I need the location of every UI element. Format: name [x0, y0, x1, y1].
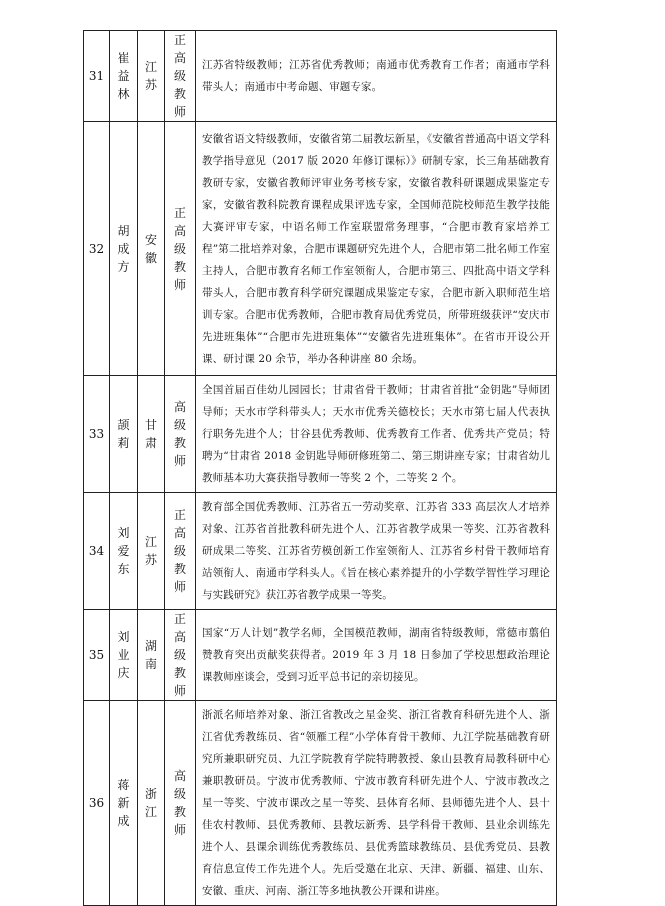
table-row	[84, 376, 557, 493]
table-row	[84, 31, 557, 122]
row-number: 35	[84, 610, 110, 701]
teacher-province: 湖南	[138, 610, 165, 701]
teacher-province: 安徽	[138, 122, 165, 376]
table-row	[84, 701, 557, 906]
table-row	[84, 122, 557, 376]
teacher-title: 正高级教师	[165, 122, 196, 376]
teacher-province: 浙江	[138, 701, 165, 906]
teacher-description: 江苏省特级教师；江苏省优秀教师；南通市优秀教育工作者；南通市学科带头人；南通市中考命题、审题专家。	[196, 31, 557, 122]
teacher-description: 全国首届百佳幼儿园园长；甘肃省骨干教师；甘肃省首批“金钥匙”导师团导师；天水市学科带头人；天水市优秀关德校长；天水市第七届人代表执行职务先进个人；甘谷县优秀教师、优秀教育工作者、优秀共产党员；特聘为“甘肃省 2018 金钥匙导师研修班第二、第三期讲座专家；甘肃省幼儿教师基本功大赛获指导教师一等奖 2 个，二等奖 2 个。	[196, 376, 557, 493]
teacher-title: 高级教师	[165, 376, 196, 493]
teacher-description: 安徽省语文特级教师，安徽省第二届教坛新星，《安徽省普通高中语文学科教学指导意见（2017 版 2020 年修订课标）》研制专家，长三角基础教育教研专家，安徽省教师评审业务考核专家，安徽省教科研课题成果鉴定专家，安徽省教科院教育课程成果评选专家，全国师范院校师范生教学技能大赛评审专家，中语名师工作室联盟常务理事，“合肥市教育家培养工程”第二批培养对象，合肥市课题研究先进个人，合肥市第二批名师工作室主持人，合肥市教育名师工作室领衔人，合肥市第三、四批高中语文学科带头人，合肥市教育科学研究课题成果鉴定专家，合肥市新入职师范生培训专家。合肥市优秀教师，合肥市教育局优秀党员，所带班级获评“安庆市先进班集体”“合肥市先进班集体”“安徽省先进班集体”。在省市开设公开课、研讨课 20 余节，举办各种讲座 80 余场。	[196, 122, 557, 376]
teacher-province: 甘肃	[138, 376, 165, 493]
teacher-description: 浙派名师培养对象、浙江省教改之星金奖、浙江省教育科研先进个人、浙江省优秀教练员、省“领雁工程”小学体育骨干教师、九江学院基础教育研究所兼职研究员、九江学院教育学院特聘教授、象山县教育局教科研中心兼职教研员。宁波市优秀教师、宁波市教育科研先进个人、宁波市教改之星一等奖、宁波市课改之星一等奖、县体育名师、县师德先进个人、县十佳农村教师、县优秀教师、县教坛新秀、县学科骨干教师、县业余训练先进个人、县课余训练优秀教练员、县优秀篮球教练员、县优秀党员、县教育信息宣传工作先进个人。先后受邀在北京、天津、新疆、福建、山东、安徽、重庆、河南、浙江等多地执教公开课和讲座。	[196, 701, 557, 906]
teacher-name: 颉莉	[110, 376, 138, 493]
table-row	[84, 493, 557, 610]
teacher-province: 江苏	[138, 493, 165, 610]
row-number: 31	[84, 31, 110, 122]
teacher-description: 教育部全国优秀教师、江苏省五一劳动奖章、江苏省 333 高层次人才培养对象、江苏省首批教科研先进个人、江苏省教学成果一等奖、江苏省教科研成果二等奖、江苏省劳模创新工作室领衔人、江苏省乡村骨干教师培育站领衔人、南通市学科头人。《旨在核心素养提升的小学数学智性学习理论与实践研究》获江苏省教学成果一等奖。	[196, 493, 557, 610]
teacher-description: 国家“万人计划”教学名师，全国模范教师，湖南省特级教师，常德市翦伯赞教育突出贡献奖获得者。2019 年 3 月 18 日参加了学校思想政治理论课教师座谈会，受到习近平总书记的亲切接见。	[196, 610, 557, 701]
teacher-name: 刘业庆	[110, 610, 138, 701]
profile-table	[83, 30, 557, 906]
teacher-name: 蒋新成	[110, 701, 138, 906]
table-row	[84, 610, 557, 701]
teacher-title: 高级教师	[165, 701, 196, 906]
row-number: 36	[84, 701, 110, 906]
teacher-title: 正高级教师	[165, 610, 196, 701]
row-number: 32	[84, 122, 110, 376]
teacher-title: 正高级教师	[165, 31, 196, 122]
teacher-name: 崔益林	[110, 31, 138, 122]
teacher-name: 胡成方	[110, 122, 138, 376]
teacher-name: 刘爱东	[110, 493, 138, 610]
teacher-province: 江苏	[138, 31, 165, 122]
row-number: 33	[84, 376, 110, 493]
row-number: 34	[84, 493, 110, 610]
teacher-title: 正高级教师	[165, 493, 196, 610]
